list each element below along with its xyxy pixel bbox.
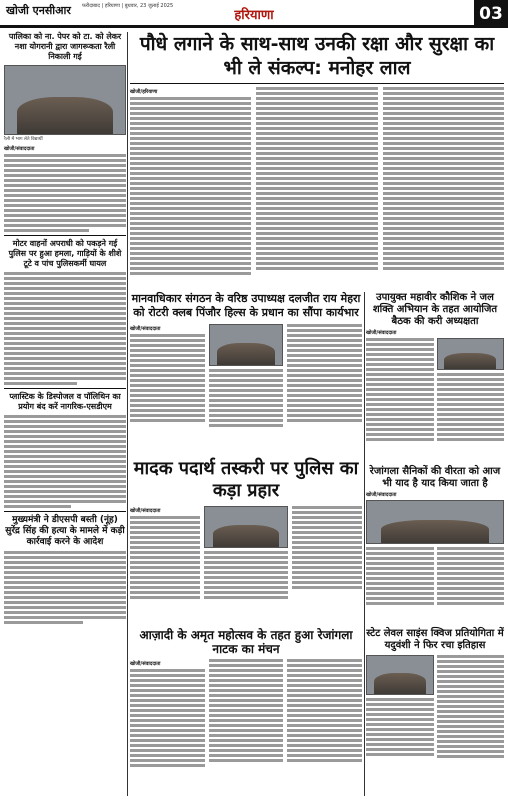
jal-shakti-byline: खोजी/संवाददाता: [366, 330, 397, 336]
left-story2-body: [4, 272, 126, 385]
rotary-photo: [209, 324, 284, 366]
edition-line: फरीदाबाद | हरियाणा | बुधवार, 23 जुलाई 2025: [82, 3, 174, 9]
paper-name: खोजी एनसीआर: [6, 4, 71, 17]
story-rotary: [130, 292, 362, 452]
left-top-headline: पालिका को ना. पेपर को टा. को लेकर नशा योगरानी द्वारा जागरूकता रैली निकाली गई: [8, 32, 122, 61]
rezangla-photo: [366, 500, 504, 544]
drug-byline: खोजी/संवाददाता: [130, 508, 161, 514]
rezangla-byline: खोजी/संवाददाता: [366, 492, 397, 498]
rally-photo-caption: रैली में भाग लेते विद्यार्थी: [4, 137, 43, 142]
left-story4-headline: मुख्यमंत्री ने डीएसपी बस्ती (नूंह) सुरेंद्र सिंह की हत्या के मामले में कड़ी कार्रवाई करने के आदेश: [5, 515, 125, 547]
section-title: हरियाणा: [234, 8, 274, 23]
left-column: [4, 32, 126, 626]
rally-photo: [4, 65, 126, 135]
left-story2-headline: मोटर वाहनों अपराधी को पकड़ने गई पुलिस पर हुआ हमला, गाड़ियों के शीशे टूटे व पांच पुलिसकर्मी घायल: [8, 239, 122, 268]
jal-shakti-photo: [437, 338, 505, 370]
jal-shakti-headline: उपायुक्त महावीर कौशिक ने जल शक्ति अभियान के तहत आयोजित बैठक की करी अध्यक्षता: [372, 292, 498, 327]
left-story4-body: [4, 551, 126, 624]
left-story1-body: [4, 154, 126, 232]
left-story3-headline: प्लास्टिक के डिस्पोजल व पॉलिथिन का प्रयोग बंद करें नागरिक-एसडीएम: [9, 392, 121, 411]
page-number: 03: [474, 0, 508, 28]
left-story3-body: [4, 415, 126, 508]
story-amrit-mahotsav: [130, 628, 362, 769]
story-drug-police: [130, 458, 362, 601]
drug-photo: [204, 506, 288, 548]
drug-headline: मादक पदार्थ तस्करी पर पुलिस का कड़ा प्रहार: [133, 458, 359, 501]
main-column: [130, 32, 504, 277]
amrit-byline: खोजी/संवाददाता: [130, 661, 161, 667]
story-rezangla: [366, 466, 504, 607]
lead-byline: खोजी/हरियाणा: [130, 89, 158, 95]
lead-story: [130, 87, 504, 277]
masthead: [0, 0, 508, 28]
rotary-byline: खोजी/संवाददाता: [130, 326, 161, 332]
quiz-photo: [366, 655, 434, 695]
story-jal-shakti: [366, 292, 504, 462]
rezangla-headline: रेजांगला सैनिकों की वीरता को आज भी याद है याद किया जाता है: [369, 466, 501, 489]
quiz-headline: स्टेट लेवल साइंस क्विज प्रतियोगिता में यदुवंशी ने फिर रचा इतिहास: [366, 628, 504, 651]
amrit-headline: आज़ादी के अमृत महोत्सव के तहत हुआ रेजांगला नाटक का मंचन: [139, 628, 353, 656]
rotary-headline: मानवाधिकार संगठन के वरिष्ठ उपाध्यक्ष दलजीत राय मेहरा को रोटरी क्लब पिंजौर हिल्स के प्रधान का सौंपा कार्यभार: [131, 292, 361, 319]
left-byline: खोजी/संवाददाता: [4, 146, 35, 152]
lead-headline: पौधे लगाने के साथ-साथ उनकी रक्षा और सुरक्षा का भी ले संकल्प: मनोहर लाल: [139, 33, 495, 79]
story-science-quiz: [366, 628, 504, 760]
